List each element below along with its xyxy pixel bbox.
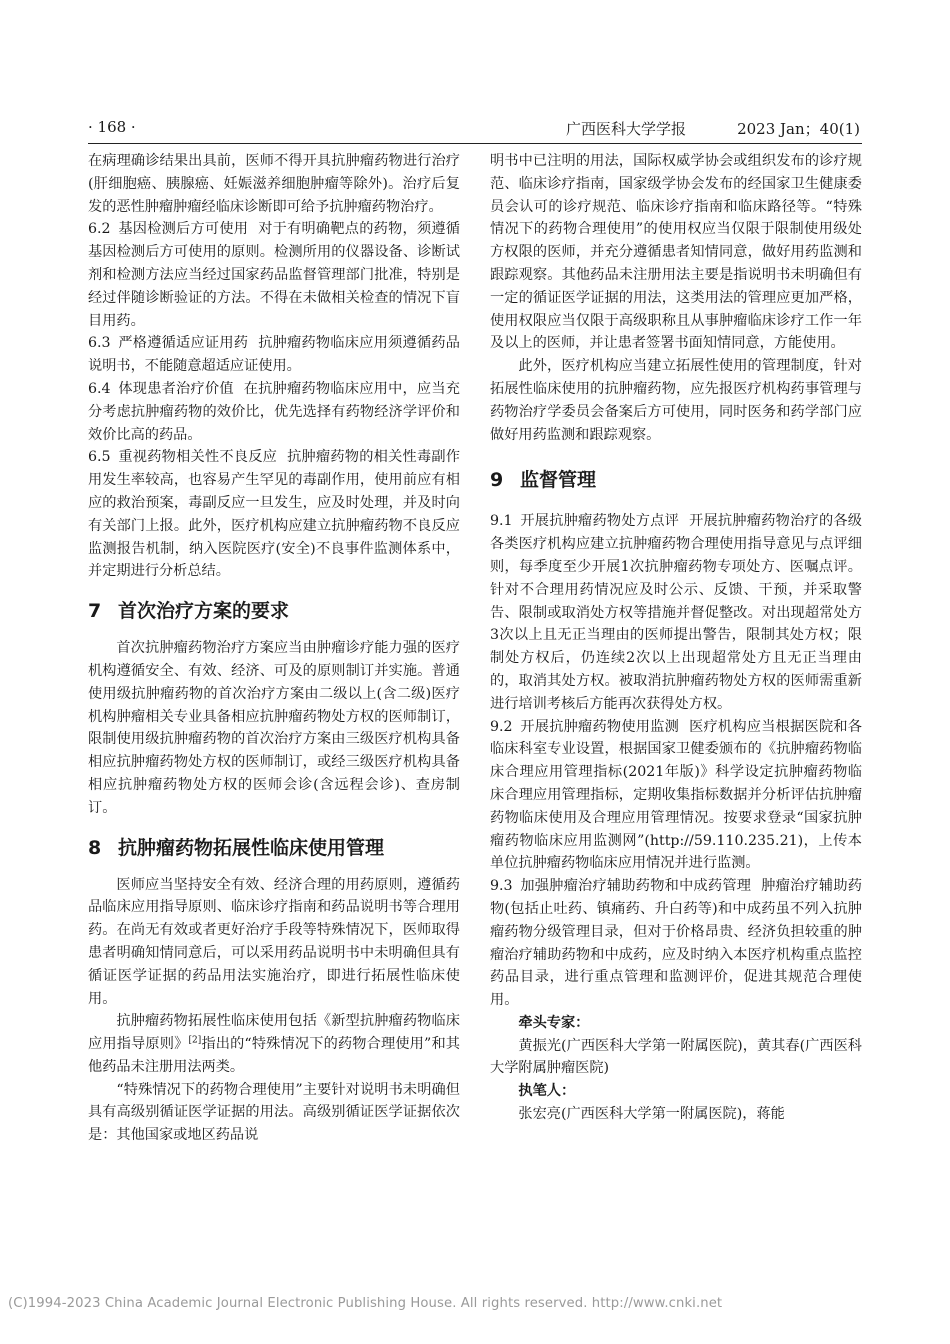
section-title: 严格遵循适应证用药 [118,335,249,352]
text-part: 抗肿瘤药物拓展性临床使用包括《新型抗肿瘤药物临床应用指导原则》 [88,1013,460,1053]
left-column [88,150,460,1147]
section-9-2 [490,716,862,876]
section-text: 抗肿瘤药物临床应用须遵循药品说明书，不能随意超适应证使用。 [88,335,460,375]
paragraph: 此外，医疗机构应当建立拓展性使用的管理制度，针对拓展性临床使用的抗肿瘤药物，应先报医疗机构药事管理与药物治疗学委员会备案后方可使用，同时医务和药学部门应做好用药监测和跟踪观察。 [490,358,862,443]
section-number: 6.4 [88,380,111,397]
journal-title: 广西医科大学学报 [566,120,687,138]
section-title: 体现患者治疗价值 [118,380,234,397]
section-title: 开展抗肿瘤药物处方点评 [520,513,680,530]
section-title: 基因检测后方可使用 [118,221,249,238]
section-9-3 [490,875,862,1012]
lead-experts: 黄振光(广西医科大学第一附属医院)，黄其春(广西医科大学附属肿瘤医院) [490,1037,862,1077]
section-text: 开展抗肿瘤药物治疗的各级各类医疗机构应建立抗肿瘤药物合理使用指导意见与点评细则，每季度至少开展1次抗肿瘤药物专项处方、医嘱点评。针对不合理用药情况应及时公示、反馈、干预，并采取警告、限制或取消处方权等措施并督促整改。对出现超常处方3次以上且无正当理由的医师提出警告，限制其处方权；限制处方权后，仍连续2次以上出现超常处方且无正当理由的，取消其处方权。被取消抗肿瘤药物处方权的医师需重新进行培训考核后方能再次获得处方权。 [490,513,862,712]
paragraph: “特殊情况下的药物合理使用”主要针对说明书未明确但具有高级别循证医学证据的用法。高级别循证医学证据依次是：其他国家或地区药品说 [88,1081,460,1144]
heading-number: 9 [490,469,504,492]
section-number: 9.1 [490,513,513,530]
right-column [490,150,862,1126]
section-number: 9.3 [490,878,513,895]
issue-info: 2023 Jan；40(1) [737,120,860,138]
section-title: 开展抗肿瘤药物使用监测 [520,718,680,735]
section-text: 在抗肿瘤药物临床应用中，应当充分考虑抗肿瘤药物的效价比，优先选择有药物经济学评价和效价比高的药品。 [88,380,460,443]
section-6-3 [88,332,460,378]
section-text: 对于有明确靶点的药物，须遵循基因检测后方可使用的原则。检测所用的仪器设备、诊断试剂和检测方法应当经过国家药品监督管理部门批准，特别是经过伴随诊断验证的方法。不得在未做相关检查的情况下盲目用药。 [88,221,460,329]
page-number: · 168 · [88,118,136,136]
heading-title: 首次治疗方案的要求 [118,600,290,623]
section-6-2 [88,218,460,332]
running-header [88,118,860,140]
heading-7 [88,599,460,623]
section-6-5 [88,446,460,583]
section-text: 肿瘤治疗辅助药物(包括止吐药、镇痛药、升白药等)和中成药虽不列入抗肿瘤药物分级管理目录，但对于价格昂贵、经济负担较重的肿瘤治疗辅助药物和中成药，应及时纳入本医疗机构重点监控药品目录，进行重点管理和监测评价，促进其规范合理使用。 [490,878,862,1009]
paragraph: 在病理确诊结果出具前，医师不得开具抗肿瘤药物进行治疗(肝细胞癌、胰腺癌、妊娠滋养细胞肿瘤等除外)。治疗后复发的恶性肿瘤肿瘤经临床诊断即可给予抗肿瘤药物治疗。 [88,153,460,215]
section-number: 6.5 [88,449,111,466]
heading-title: 抗肿瘤药物拓展性临床使用管理 [118,836,385,859]
section-title: 加强肿瘤治疗辅助药物和中成药管理 [520,878,752,895]
section-title: 重视药物相关性不良反应 [118,449,278,466]
heading-9 [490,468,862,492]
heading-number: 7 [88,600,102,623]
lead-experts-label: 牵头专家： [518,1014,590,1031]
section-9-1 [490,510,862,715]
section-number: 9.2 [490,718,513,735]
section-text: 抗肿瘤药物的相关性毒副作用发生率较高，也容易产生罕见的毒副作用，使用前应有相应的救治预案，毒副反应一旦发生，应及时处理，并及时向有关部门上报。此外，医疗机构应建立抗肿瘤药物不良反应监测报告机制，纳入医院医疗(安全)不良事件监测体系中，并定期进行分析总结。 [88,449,460,580]
section-number: 6.2 [88,221,111,238]
paragraph: 首次抗肿瘤药物治疗方案应当由肿瘤诊疗能力强的医疗机构遵循安全、有效、经济、可及的原则制订并实施。普通使用级抗肿瘤药物的首次治疗方案由二级以上(含二级)医疗机构肿瘤相关专业具备相应抗肿瘤药物处方权的医师制订，限制使用级抗肿瘤药物的首次治疗方案由三级医疗机构具备相应抗肿瘤药物处方权的医师制订，或经三级医疗机构具备相应抗肿瘤药物处方权的医师会诊(含远程会诊)、查房制订。 [88,640,460,816]
writers-label: 执笔人： [518,1083,576,1100]
copyright-footer: (C)1994-2023 China Academic Journal Electronic Publishing House. All rights reserved. http://www.cnki.net [8,1296,723,1311]
section-text: 医疗机构应当根据医院和各临床科室专业设置，根据国家卫健委颁布的《抗肿瘤药物临床合理应用管理指标(2021年版)》科学设定抗肿瘤药物临床合理应用管理指标，定期收集指标数据并分析评估抗肿瘤药物临床使用及合理应用管理情况。按要求登录“国家抗肿瘤药物临床应用监测网”(http://59.110.235.21)，上传本单位抗肿瘤药物临床应用情况并进行监测。 [490,718,862,872]
header-rule [88,143,862,144]
citation-ref: [2] [188,1035,202,1046]
heading-title: 监督管理 [520,469,597,492]
paragraph-with-citation [88,1010,460,1078]
paragraph: 明书中已注明的用法，国际权威学协会或组织发布的诊疗规范、临床诊疗指南，国家级学协会发布的经国家卫生健康委员会认可的诊疗规范、临床诊疗指南和临床路径等。“特殊情况下的药物合理使用”的使用权应当仅限于限制使用级处方权限的医师，并充分遵循患者知情同意，做好用药监测和跟踪观察。其他药品未注册用法主要是指说明书未明确但有一定的循证医学证据的用法，这类用法的管理应更加严格，使用权限应当仅限于高级职称且从事肿瘤临床诊疗工作一年及以上的医师，并让患者签署书面知情同意，方能使用。 [490,153,862,352]
text-part: 指出的“特殊情况下的药物合理使用”和其他药品未注册用法两类。 [88,1036,460,1075]
section-6-4 [88,378,460,446]
writers: 张宏亮(广西医科大学第一附属医院)，蒋能 [518,1106,785,1123]
heading-8 [88,836,460,860]
section-number: 6.3 [88,335,111,352]
heading-number: 8 [88,836,102,859]
paragraph: 医师应当坚持安全有效、经济合理的用药原则，遵循药品临床应用指导原则、临床诊疗指南和药品说明书等合理用药。在尚无有效或者更好治疗手段等特殊情况下，医师取得患者明确知情同意后，可以采用药品说明书中未明确但具有循证医学证据的药品用法实施治疗，即进行拓展性临床使用。 [88,876,460,1007]
